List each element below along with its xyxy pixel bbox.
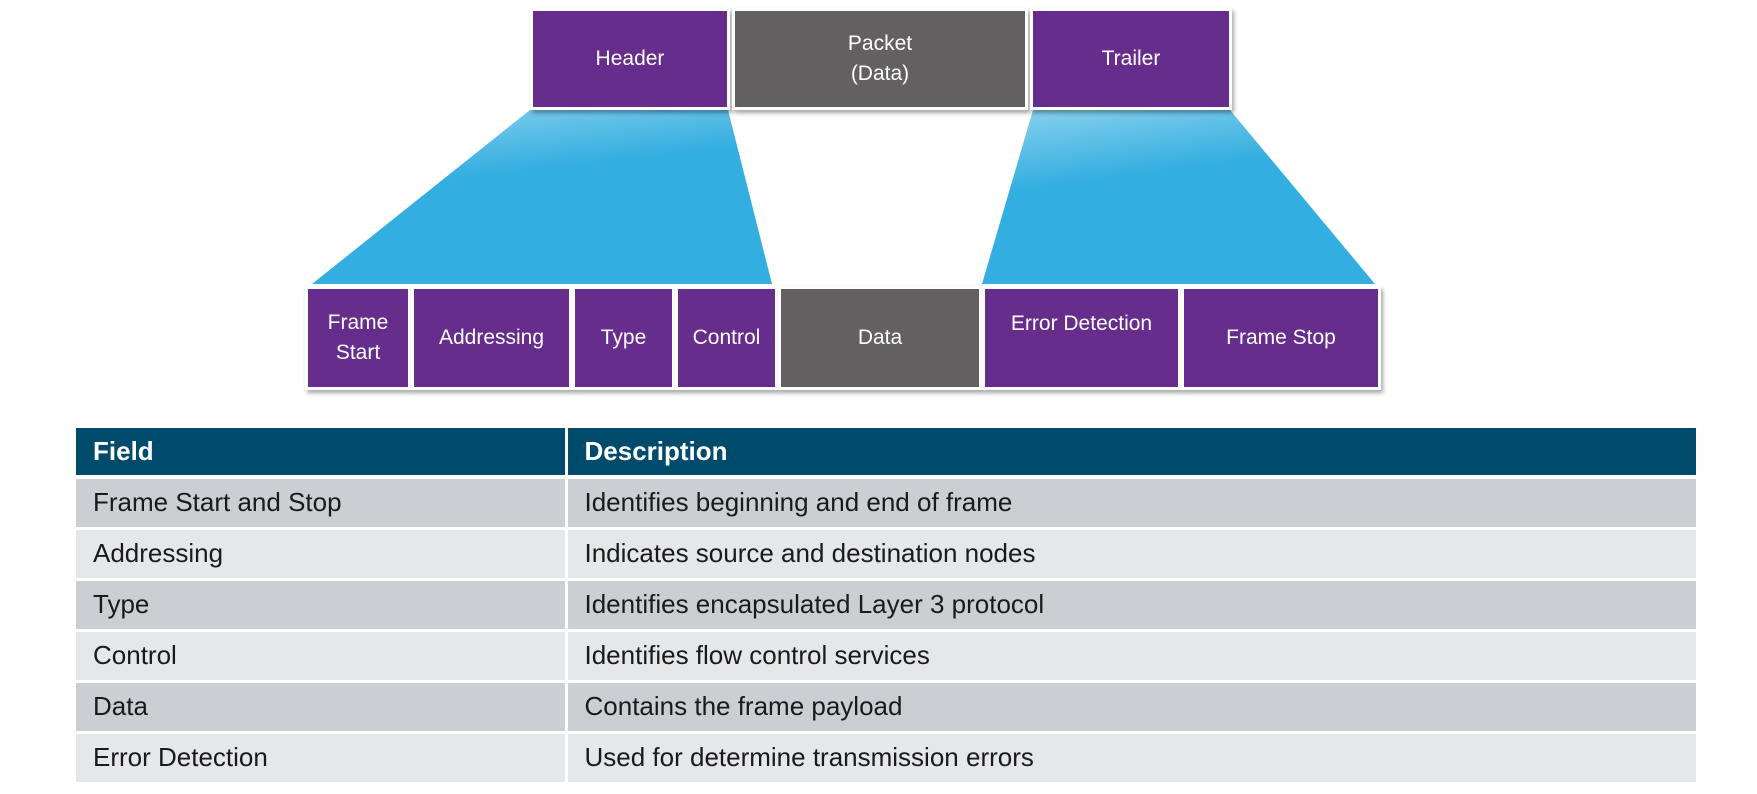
type-block: Type <box>572 286 675 390</box>
table-row <box>76 681 1696 732</box>
description-cell: Identifies beginning and end of frame <box>566 477 1696 528</box>
description-cell: Indicates source and destination nodes <box>566 528 1696 579</box>
table-row <box>76 732 1696 783</box>
header-block: Header <box>530 8 730 110</box>
description-cell: Identifies encapsulated Layer 3 protocol <box>566 579 1696 630</box>
trailer-block: Trailer <box>1030 8 1232 110</box>
description-cell: Identifies flow control services <box>566 630 1696 681</box>
trailer-expansion-wedge <box>982 110 1375 284</box>
header-expansion-wedge <box>312 110 772 284</box>
control-block: Control <box>675 286 778 390</box>
description-cell: Contains the frame payload <box>566 681 1696 732</box>
packet-data-block: Packet (Data) <box>732 8 1028 110</box>
field-cell: Error Detection <box>76 732 566 783</box>
field-cell: Frame Start and Stop <box>76 477 566 528</box>
frame-stop-block: Frame Stop <box>1181 286 1381 390</box>
table-row <box>76 630 1696 681</box>
addressing-block: Addressing <box>411 286 572 390</box>
table-row <box>76 579 1696 630</box>
table-row <box>76 528 1696 579</box>
data-block: Data <box>778 286 982 390</box>
table-row <box>76 477 1696 528</box>
frame-start-block: Frame Start <box>305 286 411 390</box>
table-header-row <box>76 428 1696 477</box>
field-cell: Control <box>76 630 566 681</box>
field-cell: Data <box>76 681 566 732</box>
error-detection-block: Error Detection <box>982 286 1181 390</box>
field-column-header: Field <box>76 428 566 477</box>
description-column-header: Description <box>566 428 1696 477</box>
description-cell: Used for determine transmission errors <box>566 732 1696 783</box>
field-cell: Addressing <box>76 528 566 579</box>
frame-fields-table <box>76 428 1696 785</box>
field-cell: Type <box>76 579 566 630</box>
